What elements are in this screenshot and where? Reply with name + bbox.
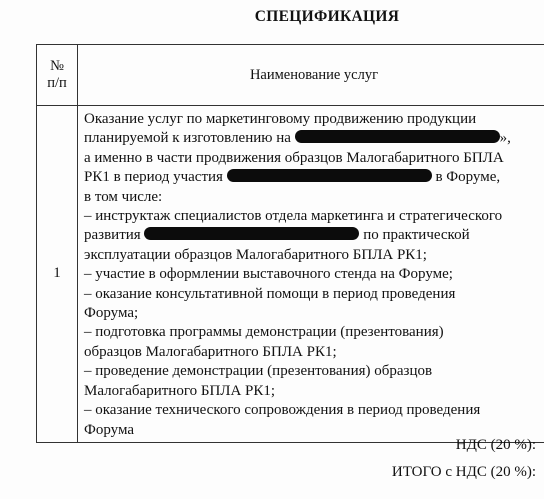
desc-line: в том числе: xyxy=(84,188,163,205)
desc-line: а именно в части продвижения образцов Малогабаритного БПЛА xyxy=(84,149,504,166)
desc-line: РК1 в период участия в Форуме, xyxy=(84,169,501,186)
desc-line: – проведение демонстрации (презентования) образцов xyxy=(84,363,433,380)
desc-line: Малогабаритного БПЛА РК1; xyxy=(84,382,276,399)
table-row xyxy=(37,106,544,443)
header-number-abbrev: п/п xyxy=(47,75,67,91)
redaction-mark xyxy=(227,169,432,182)
desc-line: Форума xyxy=(84,421,135,438)
desc-line: Форума; xyxy=(84,305,139,322)
desc-line: Оказание услуг по маркетинговому продвижению продукции xyxy=(84,111,477,127)
desc-line: развития по практической xyxy=(84,227,470,244)
header-services-name: Наименование услуг xyxy=(78,45,544,106)
desc-line: эксплуатации образцов Малогабаритного БПЛА РК1; xyxy=(84,246,427,263)
table-header-row xyxy=(37,45,544,106)
redaction-mark xyxy=(295,130,500,143)
desc-line: – участие в оформлении выставочного стенда на Форуме; xyxy=(84,266,453,283)
document-title: СПЕЦИФИКАЦИЯ xyxy=(254,8,400,25)
redaction-mark xyxy=(144,227,359,240)
header-number-symbol: № xyxy=(50,58,64,74)
desc-line: образцов Малогабаритного БПЛА РК1; xyxy=(84,343,337,360)
desc-line: – оказание консультативной помощи в период проведения xyxy=(84,285,456,302)
desc-line: – оказание технического сопровождения в период проведения xyxy=(84,402,481,419)
header-number-cell xyxy=(37,45,78,106)
specification-table xyxy=(36,44,544,443)
desc-line: – инструктаж специалистов отдела маркетинга и стратегического xyxy=(84,208,503,225)
row-service-description xyxy=(78,106,544,443)
vat-label: НДС (20 %): xyxy=(455,437,536,453)
desc-line: планируемой к изготовлению на », xyxy=(84,130,511,147)
total-with-vat-label: ИТОГО с НДС (20 %): xyxy=(391,464,536,480)
desc-line: – подготовка программы демонстрации (презентования) xyxy=(84,324,444,341)
row-number: 1 xyxy=(37,106,78,443)
